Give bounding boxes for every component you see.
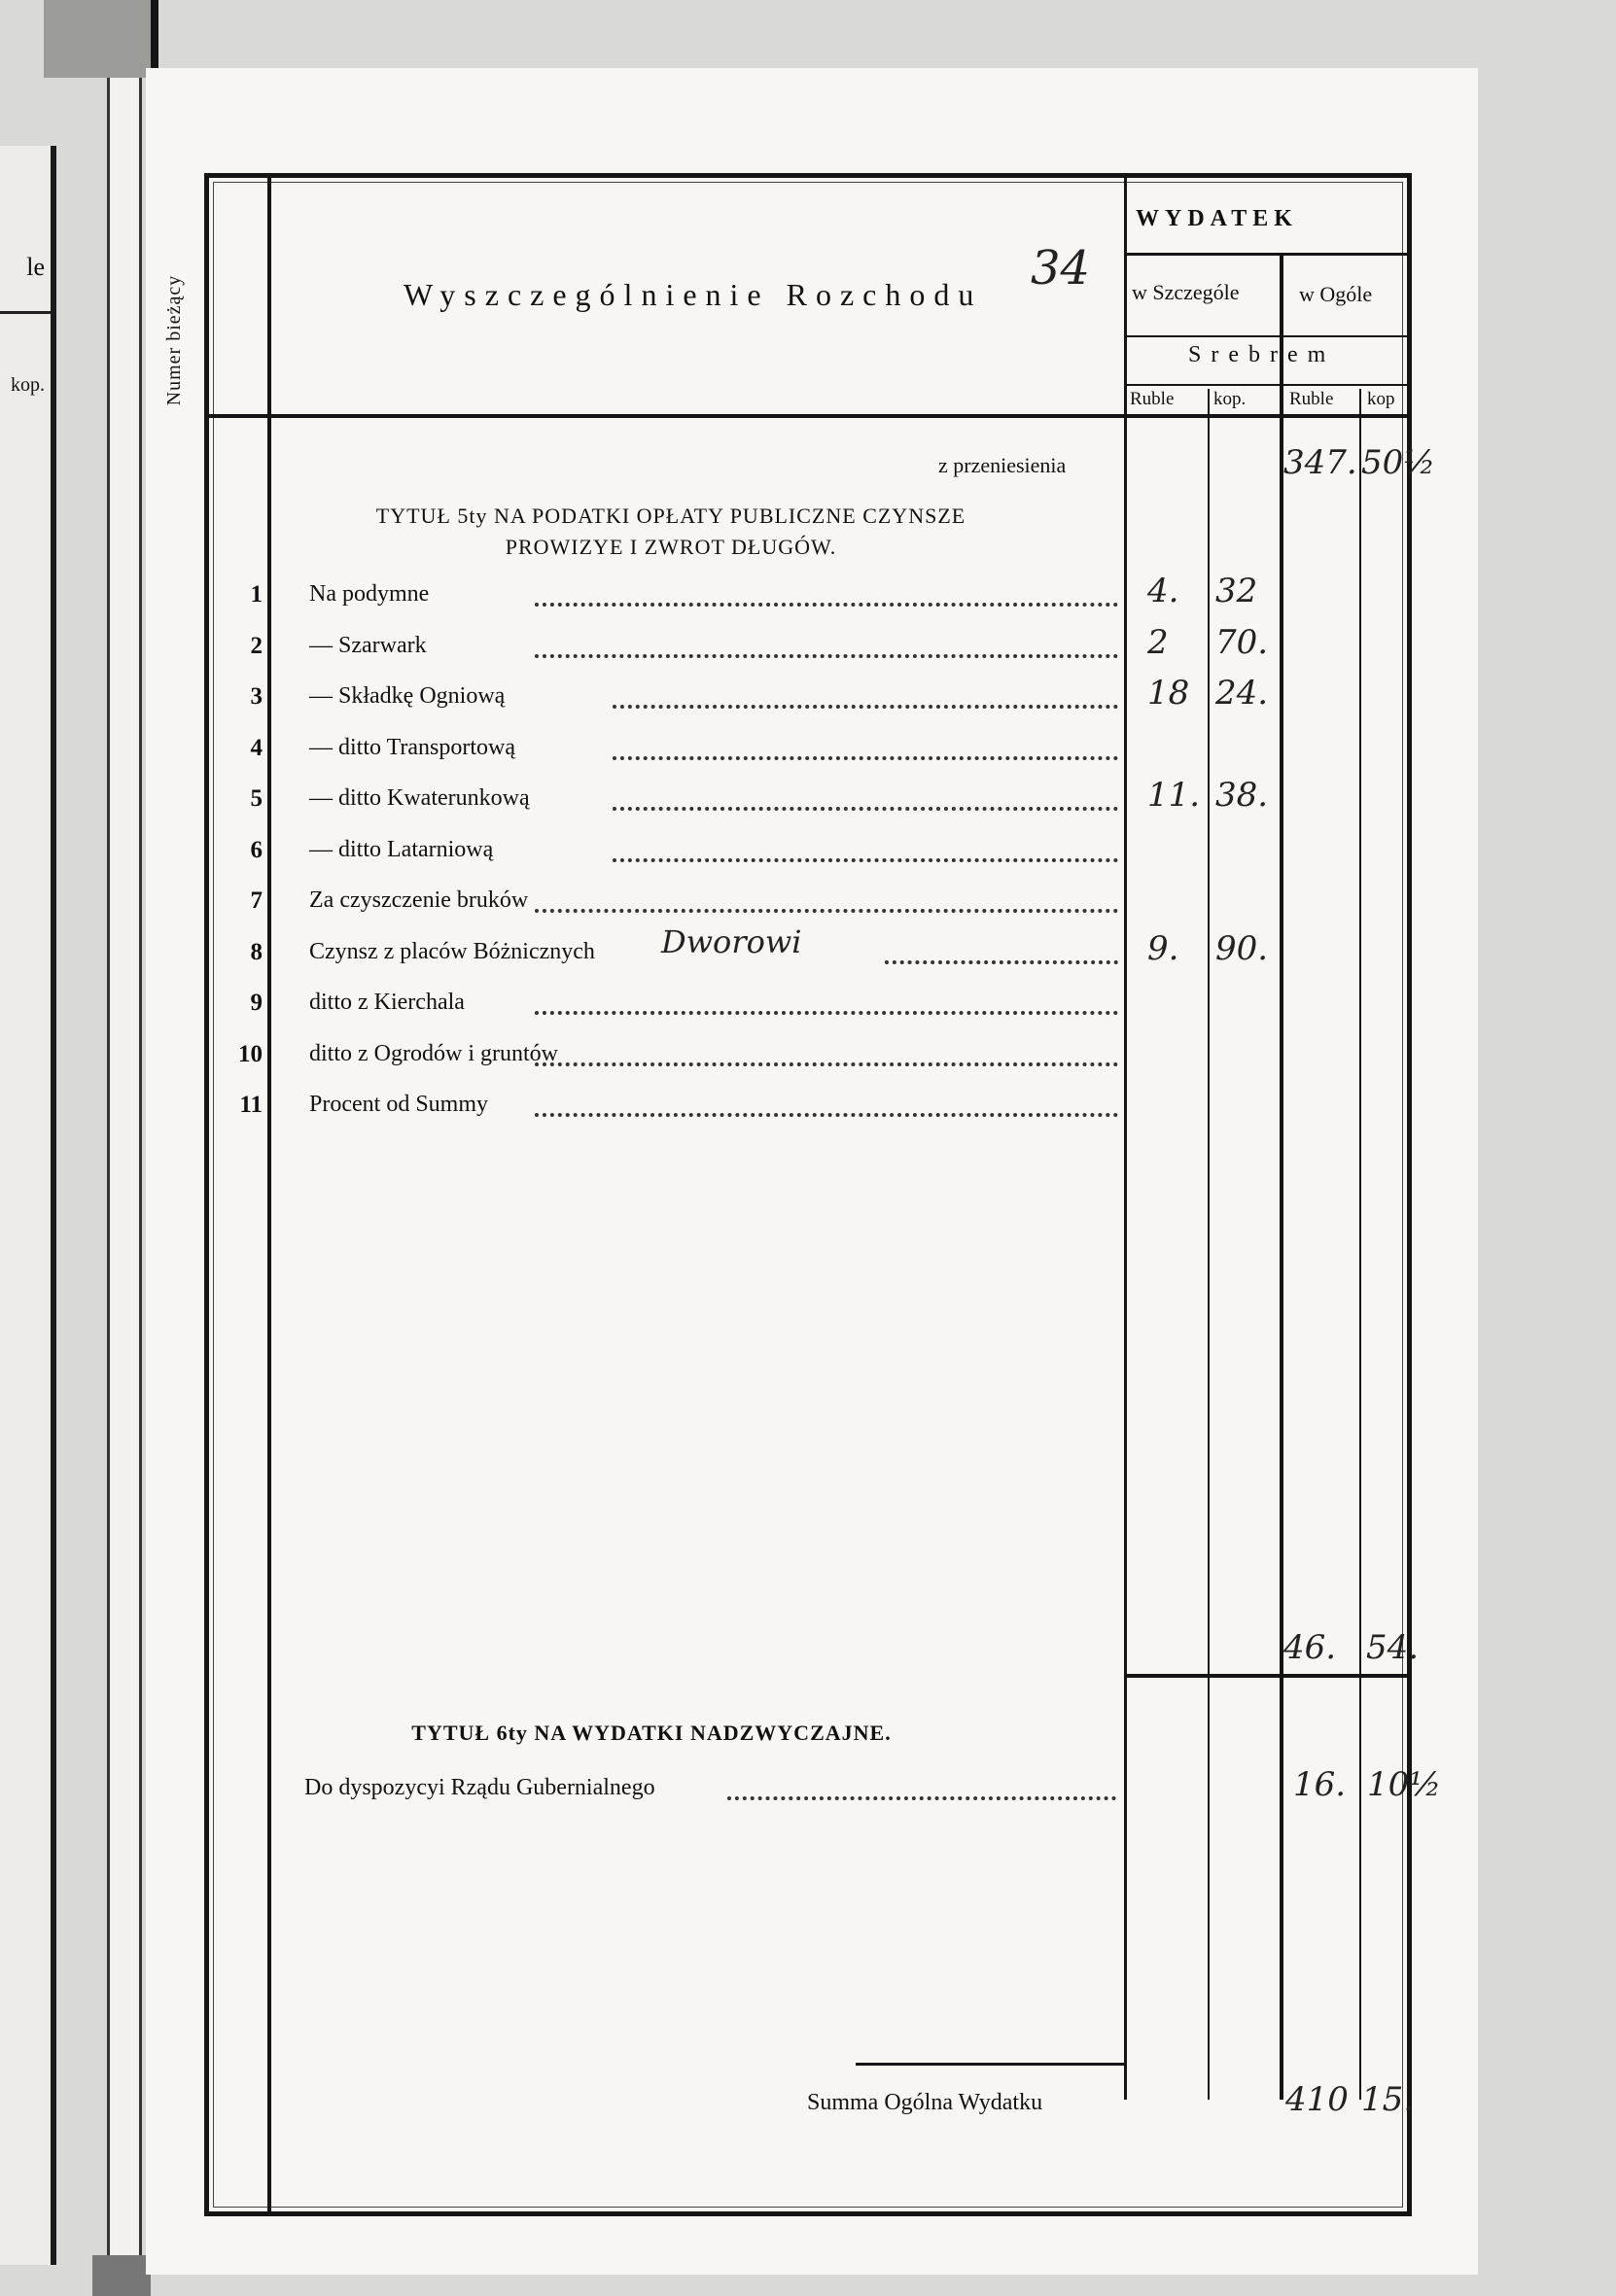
row-label: Na podymne bbox=[309, 581, 430, 607]
row-label: — ditto Kwaterunkową bbox=[309, 785, 530, 811]
carried-over-rubles: 347. bbox=[1283, 443, 1357, 482]
prev-page-label-bottom: kop. bbox=[11, 374, 45, 396]
row-number: 8 bbox=[250, 938, 263, 965]
row-number: 7 bbox=[250, 887, 263, 914]
row-rubles: 4. bbox=[1147, 572, 1179, 610]
row-label: Czynsz z placów Bóżnicznych bbox=[309, 938, 595, 964]
col-detail-rubles-line bbox=[1124, 178, 1127, 2100]
title5-line2: PROWIZYE I ZWROT DŁUGÓW. bbox=[505, 535, 837, 559]
row-number: 2 bbox=[250, 632, 263, 659]
page-title: Wyszczególnienie Rozchodu bbox=[404, 277, 983, 312]
kop-header-1: kop. bbox=[1213, 389, 1247, 409]
row-dots bbox=[535, 603, 1118, 607]
header-rule-2 bbox=[1124, 335, 1412, 337]
number-column-line bbox=[267, 178, 271, 2211]
row-dots bbox=[535, 909, 1118, 913]
row-dots bbox=[535, 1011, 1118, 1015]
row-number: 5 bbox=[250, 785, 263, 812]
row-rubles: 11. bbox=[1147, 776, 1201, 815]
expense-header: WYDATEK bbox=[1136, 206, 1298, 231]
row-label: Procent od Summy bbox=[309, 1092, 488, 1117]
total-rule bbox=[856, 2063, 1124, 2066]
header-rule-1 bbox=[1124, 253, 1412, 256]
prev-page-label-top: le bbox=[26, 253, 45, 281]
row-rubles: 9. bbox=[1147, 928, 1179, 968]
ledger-page bbox=[146, 68, 1478, 2275]
header-split-line bbox=[1281, 253, 1283, 399]
page-tab-top bbox=[44, 0, 158, 78]
page-tab-bottom bbox=[92, 2255, 151, 2296]
row-dots bbox=[613, 858, 1118, 862]
row-dots bbox=[535, 1062, 1118, 1066]
row-number: 10 bbox=[238, 1040, 263, 1067]
row-kop: 32 bbox=[1215, 572, 1258, 610]
subtotal-rubles: 46. bbox=[1283, 1628, 1337, 1667]
col-total-line bbox=[1280, 253, 1283, 2100]
row-rubles: 18 bbox=[1147, 674, 1190, 713]
title6-rubles: 16. bbox=[1293, 1765, 1347, 1804]
subtotal-rule bbox=[1124, 1674, 1412, 1678]
prev-page-rule bbox=[0, 311, 51, 314]
title5-line1: TYTUŁ 5ty NA PODATKI OPŁATY PUBLICZNE CZYNSZE bbox=[375, 504, 966, 528]
subtotal-kop: 54. bbox=[1366, 1628, 1420, 1667]
row-label: ditto z Ogrodów i gruntów bbox=[309, 1040, 558, 1066]
col-detail-kop-line bbox=[1208, 389, 1210, 2100]
grand-total-label: Summa Ogólna Wydatku bbox=[807, 2090, 1043, 2115]
grand-total-kop: 15. bbox=[1361, 2080, 1415, 2119]
row-kop: 70. bbox=[1215, 622, 1269, 662]
previous-page-edge bbox=[0, 146, 56, 2265]
ledger-frame bbox=[204, 173, 1415, 2216]
grand-total-rubles: 410 bbox=[1285, 2080, 1349, 2119]
row-kop: 90. bbox=[1215, 928, 1269, 968]
row-number: 1 bbox=[250, 581, 263, 608]
carried-over-kop: 50½ bbox=[1361, 443, 1436, 482]
row-dots bbox=[885, 960, 1118, 964]
header-rule-3 bbox=[1124, 384, 1412, 386]
number-column-header: Numer bieżący bbox=[163, 274, 185, 406]
row-dots bbox=[613, 807, 1118, 811]
row-rubles: 2 bbox=[1147, 622, 1169, 662]
row-dots bbox=[613, 756, 1118, 760]
currency-header: Srebrem bbox=[1188, 342, 1336, 367]
page-number-handwritten: 34 bbox=[1031, 241, 1091, 296]
row-kop: 24. bbox=[1215, 674, 1269, 713]
row-label: — ditto Latarniową bbox=[309, 836, 494, 862]
rubles-header-2: Ruble bbox=[1289, 389, 1334, 409]
row-label: — ditto Transportową bbox=[309, 734, 516, 760]
row-dots bbox=[535, 1113, 1118, 1117]
title6-heading: TYTUŁ 6ty NA WYDATKI NADZWYCZAJNE. bbox=[411, 1721, 892, 1745]
row-kop: 38. bbox=[1215, 776, 1269, 815]
header-bottom-rule bbox=[209, 414, 1407, 418]
row-label: — Składkę Ogniową bbox=[309, 683, 506, 709]
row-label: Za czyszczenie bruków bbox=[309, 887, 529, 913]
row-number: 11 bbox=[239, 1092, 263, 1118]
title6-kop: 10½ bbox=[1367, 1765, 1442, 1804]
page-edge-strip bbox=[107, 78, 142, 2275]
row-number: 4 bbox=[250, 734, 263, 761]
row-dots bbox=[613, 705, 1118, 709]
title6-row-label: Do dyspozycyi Rządu Gubernialnego bbox=[304, 1775, 655, 1800]
in-total-header: w Ogóle bbox=[1299, 282, 1373, 306]
row-label: — Szarwark bbox=[309, 632, 427, 658]
row8-handwritten-note: Dworowi bbox=[661, 923, 802, 960]
col-total-kop-line bbox=[1359, 389, 1361, 2100]
title6-row-dots bbox=[727, 1796, 1116, 1800]
kop-header-2: kop bbox=[1367, 389, 1395, 409]
row-dots bbox=[535, 654, 1118, 658]
carried-over-label: z przeniesienia bbox=[938, 453, 1067, 477]
row-number: 3 bbox=[250, 683, 263, 710]
row-label: ditto z Kierchala bbox=[309, 990, 465, 1015]
rubles-header-1: Ruble bbox=[1130, 389, 1175, 409]
row-number: 9 bbox=[250, 990, 263, 1016]
in-detail-header: w Szczególe bbox=[1132, 280, 1240, 304]
row-number: 6 bbox=[250, 836, 263, 863]
